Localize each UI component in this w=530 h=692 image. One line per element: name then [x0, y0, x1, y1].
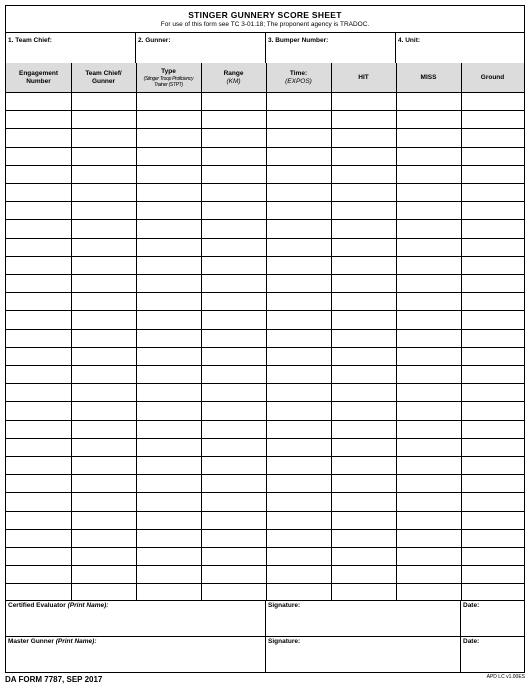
form-subtitle: For use of this form see TC 3-01.18; The proponent agency is TRADOC.: [160, 21, 370, 28]
table-row[interactable]: [6, 92, 524, 110]
gunner-field[interactable]: 2. Gunner:: [138, 37, 171, 44]
table-row[interactable]: [6, 110, 524, 128]
evaluator-signature-field[interactable]: Signature:: [268, 602, 301, 609]
table-row[interactable]: [6, 329, 524, 347]
table-row[interactable]: [6, 292, 524, 310]
table-row[interactable]: [6, 201, 524, 219]
table-row[interactable]: [6, 274, 524, 292]
gunner-date-field[interactable]: Date:: [463, 638, 480, 645]
col-range: Range (KM): [223, 69, 244, 85]
col-team-chief-gunner: Team Chief/ Gunner: [85, 69, 122, 85]
table-row[interactable]: [6, 492, 524, 510]
col-hit: HIT: [358, 73, 369, 81]
col-type: Type (Stinger Troop Proficiency Trainer (STPT): [143, 67, 194, 88]
table-row[interactable]: [6, 347, 524, 365]
table-row[interactable]: [6, 565, 524, 583]
table-row[interactable]: [6, 219, 524, 237]
table-row[interactable]: [6, 511, 524, 529]
table-row[interactable]: [6, 474, 524, 492]
unit-field[interactable]: 4. Unit:: [398, 37, 421, 44]
table-row[interactable]: [6, 165, 524, 183]
table-row[interactable]: [6, 365, 524, 383]
team-chief-field[interactable]: 1. Team Chief:: [8, 37, 52, 44]
form-version: APD LC v1.00ES: [486, 674, 525, 680]
table-row[interactable]: [6, 420, 524, 438]
col-ground: Ground: [480, 73, 505, 81]
table-row[interactable]: [6, 128, 524, 146]
table-row[interactable]: [6, 401, 524, 419]
col-time: Time: (EXPOS): [285, 69, 312, 85]
col-engagement-number: Engagement Number: [18, 69, 58, 85]
form-title: STINGER GUNNERY SCORE SHEET: [188, 10, 342, 20]
bumper-number-field[interactable]: 3. Bumper Number:: [268, 37, 329, 44]
table-row[interactable]: [6, 256, 524, 274]
master-gunner-field[interactable]: Master Gunner (Print Name):: [8, 638, 97, 645]
gunner-signature-field[interactable]: Signature:: [268, 638, 301, 645]
table-row[interactable]: [6, 238, 524, 256]
table-row[interactable]: [6, 147, 524, 165]
score-sheet-form: [5, 5, 525, 673]
table-row[interactable]: [6, 456, 524, 474]
form-number: DA FORM 7787, SEP 2017: [5, 675, 103, 684]
table-row[interactable]: [6, 529, 524, 547]
col-miss: MISS: [420, 73, 437, 81]
table-row[interactable]: [6, 310, 524, 328]
evaluator-date-field[interactable]: Date:: [463, 602, 480, 609]
table-row[interactable]: [6, 183, 524, 201]
table-row[interactable]: [6, 547, 524, 565]
table-row[interactable]: [6, 583, 524, 601]
table-row[interactable]: [6, 383, 524, 401]
table-row[interactable]: [6, 438, 524, 456]
certified-evaluator-field[interactable]: Certified Evaluator (Print Name):: [8, 602, 109, 609]
